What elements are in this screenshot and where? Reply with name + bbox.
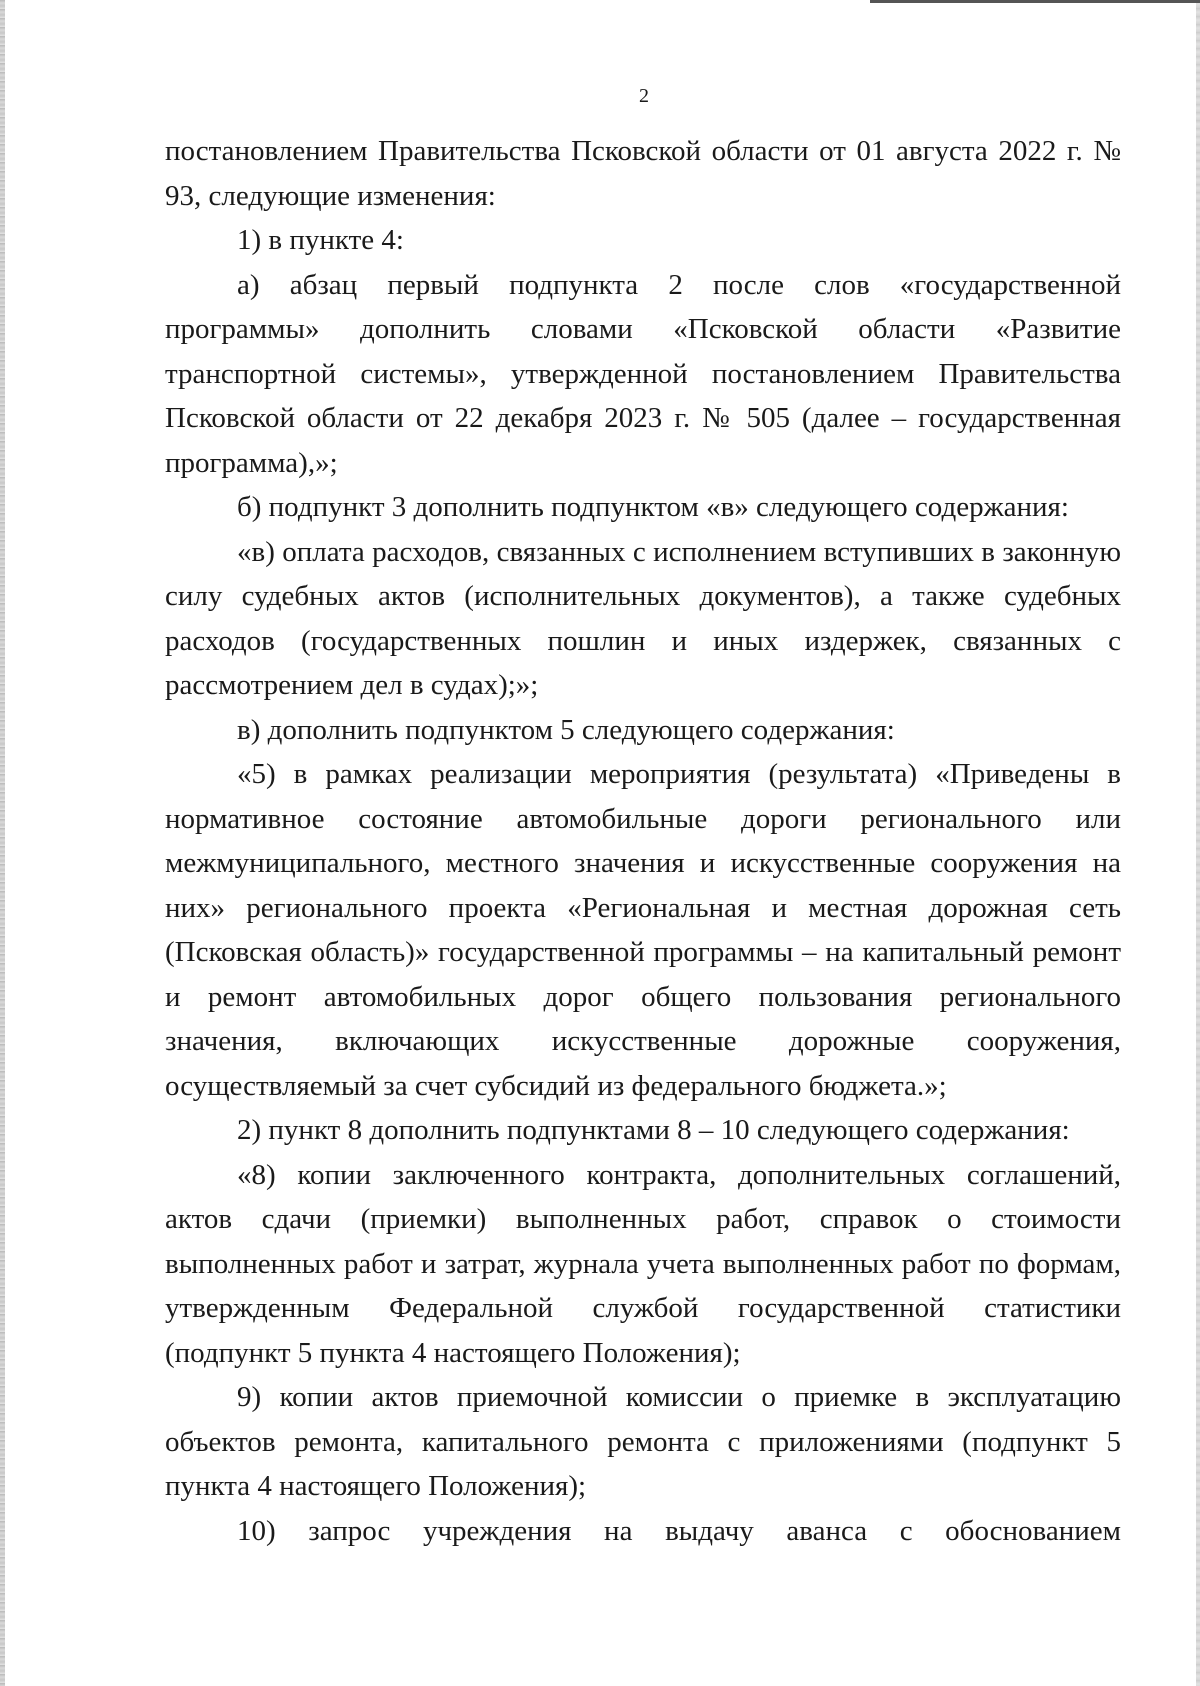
scan-edge-top — [870, 0, 1200, 3]
paragraph-quote-10: 10) запрос учреждения на выдачу аванса с обоснованием — [237, 1514, 1121, 1547]
page-number: 2 — [639, 85, 649, 107]
paragraph-subitem-v: в) дополнить подпунктом 5 следующего содержания: — [237, 713, 895, 746]
paragraph-subitem-b: б) подпункт 3 дополнить подпунктом «в» следующего содержания: — [237, 491, 1069, 523]
paragraph-item-2: 2) пункт 8 дополнить подпунктами 8 – 10 следующего содержания: — [237, 1114, 1070, 1146]
paragraph-quote-5: «5) в рамках реализации мероприятия (результата) «Приведены в нормативное состояние автомобильные дороги регионального или межмуниципального, местного значения и искусственные сооружения на них» регионального проекта «Региональная и местная дорожная сеть (Псковская область)» государственной программы – на капитальный ремонт и ремонт автомобильных дорог общего пользования регионального значения, включающих искусственные дорожные сооружения, осуществляемый за счет субсидий из федерального бюджета.»; — [165, 758, 1121, 1102]
paragraph-quote-9: 9) копии актов приемочной комиссии о приемке в эксплуатацию объектов ремонта, капитального ремонта с приложениями (подпункт 5 пункта 4 настоящего Положения); — [165, 1381, 1121, 1502]
document-body — [165, 129, 1121, 1553]
paragraph-item-1: 1) в пункте 4: — [237, 224, 404, 256]
paragraph-continuation: постановлением Правительства Псковской области от 01 августа 2022 г. № 93, следующие изменения: — [165, 135, 1121, 212]
paragraph-quote-8: «8) копии заключенного контракта, дополнительных соглашений, актов сдачи (приемки) выполненных работ, справок о стоимости выполненных работ и затрат, журнала учета выполненных работ по формам, утвержденным Федеральной службой государственной статистики (подпункт 5 пункта 4 настоящего Положения); — [165, 1158, 1121, 1369]
scan-edge-right — [1196, 0, 1200, 1686]
scan-edge-left — [0, 0, 5, 1686]
paragraph-subitem-a: а) абзац первый подпункта 2 после слов «государственной программы» дополнить словами «Псковской области «Развитие транспортной системы», утвержденной постановлением Правительства Псковской области от 22 декабря 2023 г. № 505 (далее – государственная программа),»; — [165, 268, 1121, 479]
paragraph-quote-v: «в) оплата расходов, связанных с исполнением вступивших в законную силу судебных актов (исполнительных документов), а также судебных расходов (государственных пошлин и иных издержек, связанных с рассмотрением дел в судах);»; — [165, 535, 1121, 701]
